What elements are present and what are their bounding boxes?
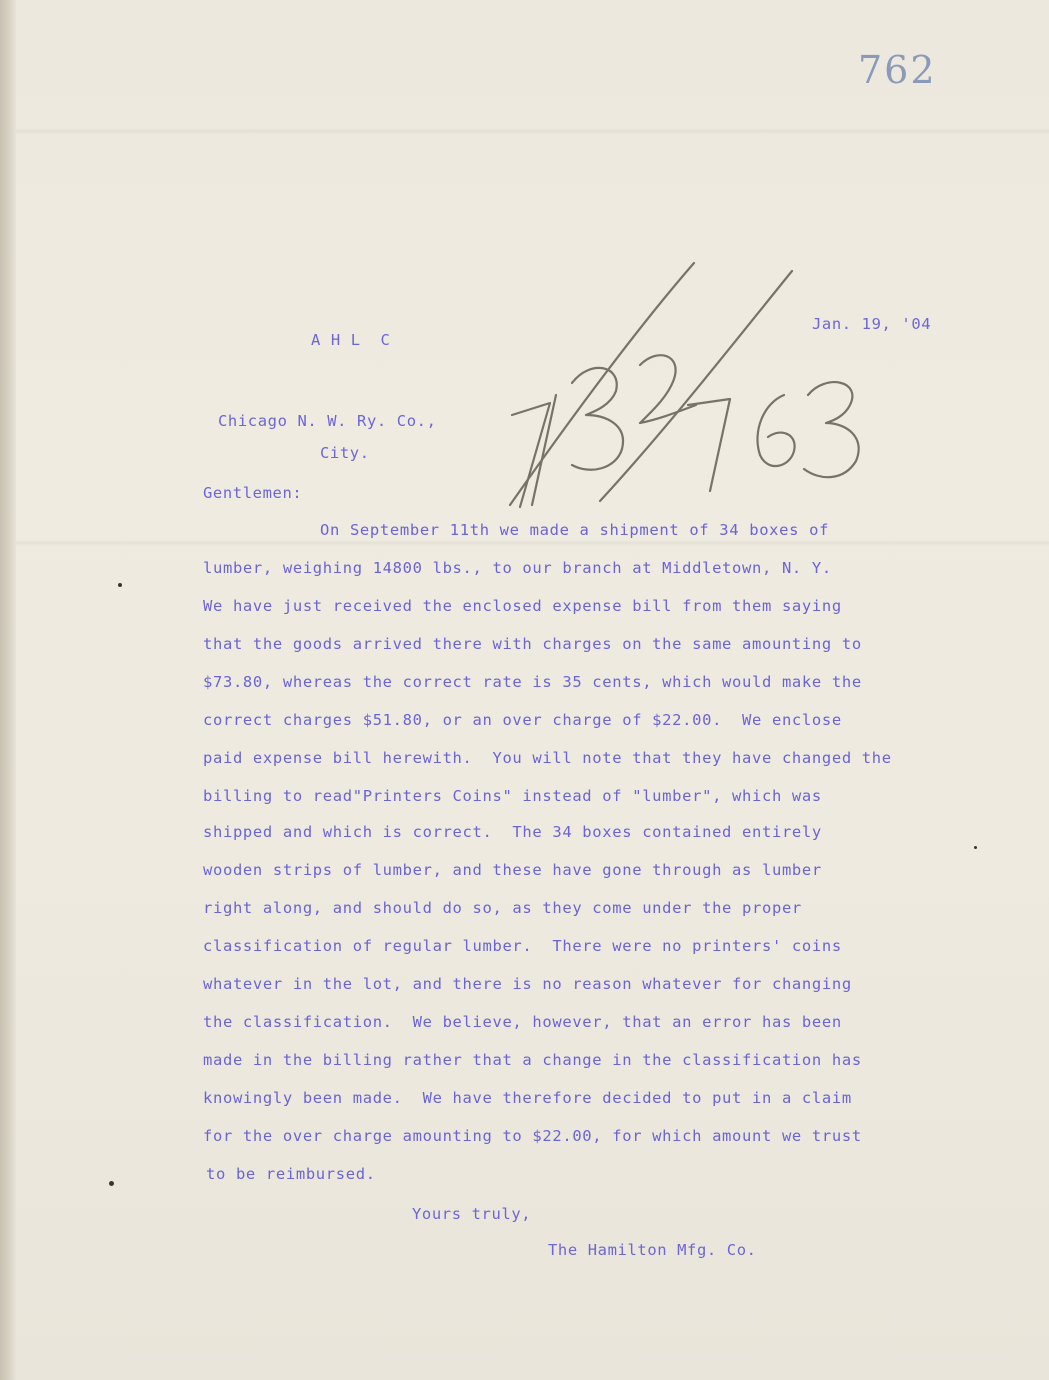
addressee-line-1: Chicago N. W. Ry. Co., [218, 412, 437, 430]
body-line: that the goods arrived there with charges on the same amounting to [203, 635, 862, 653]
signature: The Hamilton Mfg. Co. [548, 1241, 757, 1259]
letter-date: Jan. 19, '04 [812, 315, 932, 333]
paper-speck [109, 1181, 114, 1186]
body-line: for the over charge amounting to $22.00, for which amount we trust [203, 1127, 862, 1145]
salutation: Gentlemen: [203, 484, 303, 502]
paper-speck [118, 583, 122, 587]
body-line: right along, and should do so, as they come under the proper [203, 899, 802, 917]
body-line: paid expense bill herewith. You will note that they have changed the [203, 749, 892, 767]
body-line: to be reimbursed. [206, 1165, 376, 1183]
body-line: shipped and which is correct. The 34 boxes contained entirely [203, 823, 822, 841]
paper-fold [16, 128, 1049, 134]
body-line: We have just received the enclosed expense bill from them saying [203, 597, 842, 615]
body-line: $73.80, whereas the correct rate is 35 cents, which would make the [203, 673, 862, 691]
body-line: correct charges $51.80, or an over charge of $22.00. We enclose [203, 711, 842, 729]
reference-initials: A H L C [311, 331, 391, 349]
body-line: the classification. We believe, however, that an error has been [203, 1013, 842, 1031]
body-line: whatever in the lot, and there is no reason whatever for changing [203, 975, 852, 993]
body-line: lumber, weighing 14800 lbs., to our branch at Middletown, N. Y. [203, 559, 832, 577]
body-line: On September 11th we made a shipment of 34 boxes of [320, 521, 830, 539]
closing: Yours truly, [412, 1205, 532, 1223]
page-number-stamp: 762 [858, 48, 937, 92]
handwritten-annotation [490, 255, 930, 515]
body-line: knowingly been made. We have therefore decided to put in a claim [203, 1089, 852, 1107]
body-line: billing to read"Printers Coins" instead of "lumber", which was [203, 787, 822, 805]
body-line: made in the billing rather that a change in the classification has [203, 1051, 862, 1069]
body-line: classification of regular lumber. There were no printers' coins [203, 937, 842, 955]
page-binding-edge [0, 0, 16, 1380]
paper-speck [974, 846, 977, 849]
paper-fold [16, 540, 1049, 546]
addressee-line-2: City. [320, 444, 370, 462]
body-line: wooden strips of lumber, and these have gone through as lumber [203, 861, 822, 879]
